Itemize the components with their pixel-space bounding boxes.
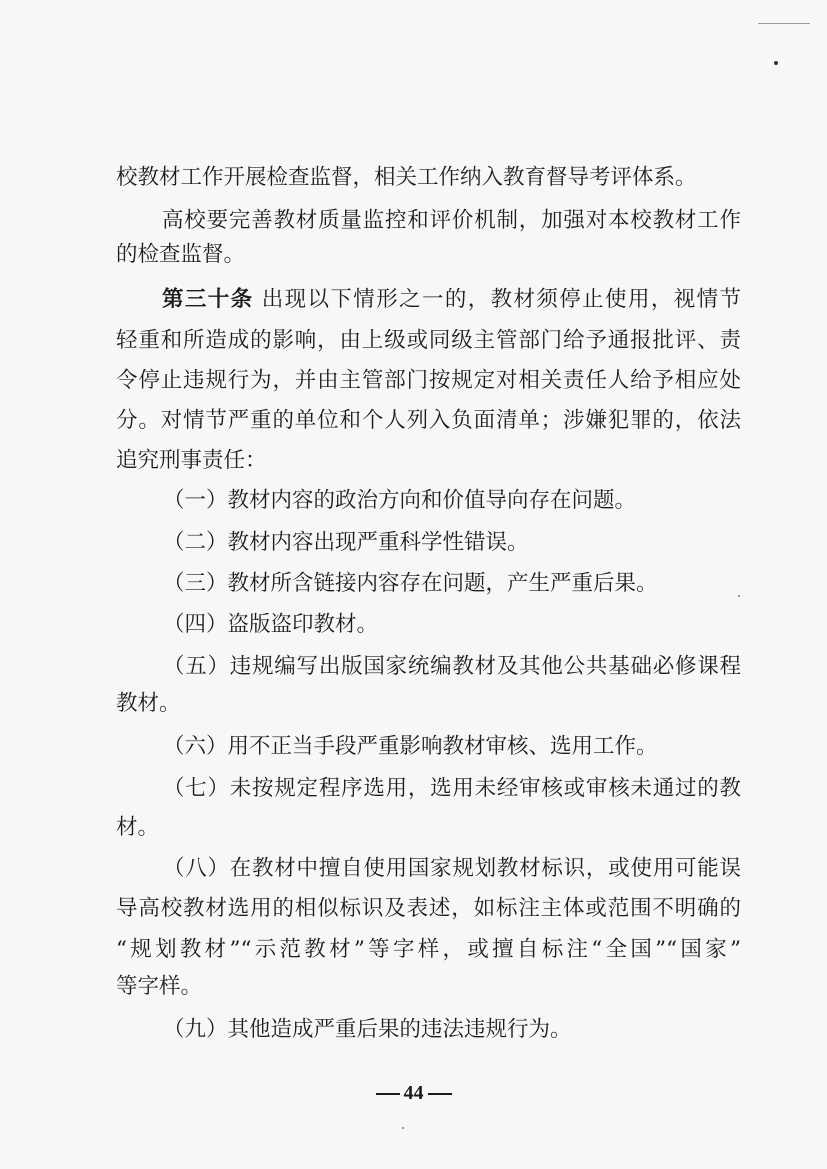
list-item: （六）用不正当手段严重影响教材审核、选用工作。 (163, 734, 658, 759)
scan-mark-line (758, 23, 810, 24)
list-item: （八）在教材中擅自使用国家规划教材标识，或使用可能误 (163, 856, 741, 881)
list-item: （三）教材所含链接内容存在问题，产生严重后果。 (163, 571, 658, 596)
page-number (0, 1082, 827, 1105)
article-text: 出现以下情形之一的，教材须停止使用，视情节 (253, 287, 741, 312)
scan-speck (402, 1127, 404, 1129)
list-item: （九）其他造成严重后果的违法违规行为。 (163, 1017, 572, 1042)
article-line (162, 285, 741, 315)
scan-mark-dot (774, 61, 778, 65)
text-line: 高校要完善教材质量监控和评价机制，加强对本校教材工作 (162, 208, 741, 233)
text-line: 材。 (116, 815, 160, 840)
text-line: 教材。 (116, 691, 181, 716)
text-line: 校教材工作开展检查监督，相关工作纳入教育督导考评体系。 (116, 165, 697, 190)
article-heading: 第三十条 (162, 287, 254, 312)
list-item: （二）教材内容出现严重科学性错误。 (163, 530, 529, 555)
text-line: 分。对情节严重的单位和个人列入负面清单；涉嫌犯罪的，依法 (116, 408, 741, 433)
text-line: 等字样。 (116, 974, 203, 999)
list-item: （一）教材内容的政治方向和价值导向存在问题。 (163, 488, 637, 513)
text-line: “规划教材”“示范教材”等字样，或擅自标注“全国”“国家” (116, 937, 741, 962)
page-number-dash (428, 1093, 452, 1095)
text-line: 令停止违规行为，并由主管部门按规定对相关责任人给予相应处 (116, 368, 741, 393)
text-line: 导高校教材选用的相似标识及表述，如标注主体或范围不明确的 (116, 896, 741, 921)
text-line: 的检查监督。 (116, 242, 246, 267)
page-number-value: 44 (403, 1082, 424, 1104)
page-number-dash (376, 1093, 400, 1095)
list-item: （五）违规编写出版国家统编教材及其他公共基础必修课程 (163, 654, 741, 679)
text-line: 追究刑事责任： (116, 448, 267, 473)
list-item: （四）盗版盗印教材。 (163, 612, 379, 637)
list-item: （七）未按规定程序选用，选用未经审核或审核未通过的教 (163, 776, 741, 801)
text-line: 轻重和所造成的影响，由上级或同级主管部门给予通报批评、责 (116, 328, 741, 353)
